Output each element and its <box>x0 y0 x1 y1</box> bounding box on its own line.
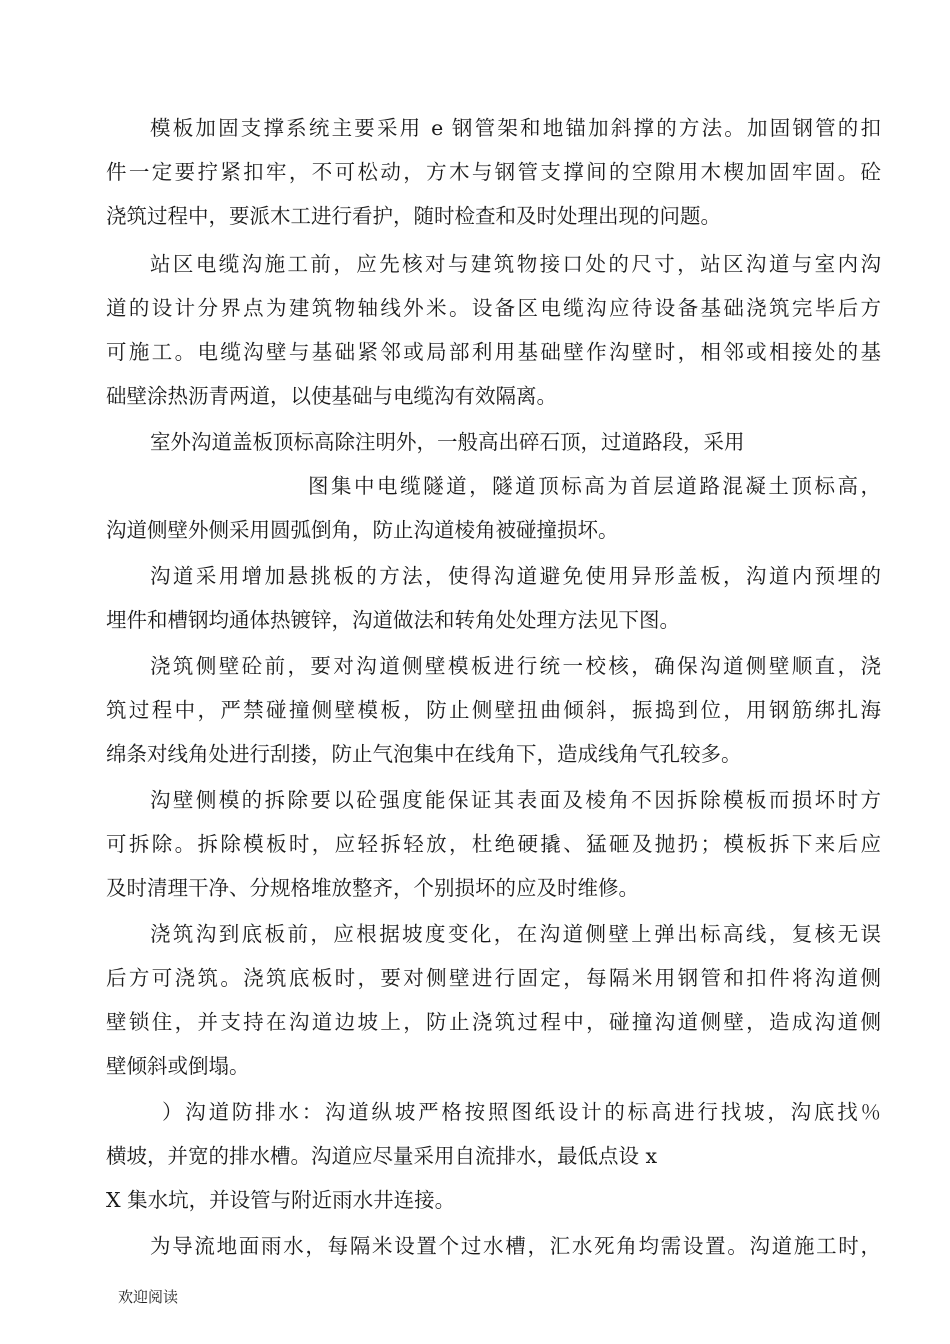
paragraph-line: 图集中电缆隧道，隧道顶标高为首层道路混凝土顶标高， <box>308 474 881 498</box>
paragraph-line: 可施工。电缆沟壁与基础紧邻或局部利用基础壁作沟壁时，相邻或相接处的基 <box>106 340 881 364</box>
footer-note: 欢迎阅读 <box>118 1288 179 1306</box>
paragraph-line: 横坡，并宽的排水槽。沟道应尽量采用自流排水，最低点设 x <box>106 1144 658 1168</box>
paragraph-line: 件一定要拧紧扣牢，不可松动，方木与钢管支撑间的空隙用木楔加固牢固。砼 <box>106 160 881 184</box>
paragraph-line: 础壁涂热沥青两道，以使基础与电缆沟有效隔离。 <box>106 384 557 408</box>
paragraph-line: ）沟道防排水：沟道纵坡严格按照图纸设计的标高进行找坡，沟底找％ <box>162 1100 881 1124</box>
paragraph-line: 筑过程中，严禁碰撞侧壁模板，防止侧壁扭曲倾斜，振捣到位，用钢筋绑扎海 <box>106 698 881 722</box>
paragraph-line: 模板加固支撑系统主要采用 e 钢管架和地锚加斜撑的方法。加固钢管的扣 <box>150 116 881 140</box>
paragraph-line: 道的设计分界点为建筑物轴线外米。设备区电缆沟应待设备基础浇筑完毕后方 <box>106 296 881 320</box>
paragraph-line: 为导流地面雨水，每隔米设置个过水槽，汇水死角均需设置。沟道施工时， <box>150 1234 881 1258</box>
paragraph-line: 浇筑沟到底板前，应根据坡度变化，在沟道侧壁上弹出标高线，复核无误 <box>150 922 881 946</box>
paragraph-line: 浇筑侧壁砼前，要对沟道侧壁模板进行统一校核，确保沟道侧壁顺直，浇 <box>150 654 881 678</box>
paragraph-line: 及时清理干净、分规格堆放整齐，个别损坏的应及时维修。 <box>106 876 639 900</box>
paragraph-line: 沟道侧壁外侧采用圆弧倒角，防止沟道棱角被碰撞损坏。 <box>106 518 619 542</box>
paragraph-line: 壁锁住，并支持在沟道边坡上，防止浇筑过程中，碰撞沟道侧壁，造成沟道侧 <box>106 1010 881 1034</box>
paragraph-line: 后方可浇筑。浇筑底板时，要对侧壁进行固定，每隔米用钢管和扣件将沟道侧 <box>106 966 881 990</box>
paragraph-line: 壁倾斜或倒塌。 <box>106 1054 250 1078</box>
paragraph-line: 沟壁侧模的拆除要以砼强度能保证其表面及棱角不因拆除模板而损坏时方 <box>150 788 881 812</box>
paragraph-line: 埋件和槽钢均通体热镀锌，沟道做法和转角处处理方法见下图。 <box>106 608 680 632</box>
paragraph-line: 沟道采用增加悬挑板的方法，使得沟道避免使用异形盖板，沟道内预埋的 <box>150 564 881 588</box>
paragraph-line: 室外沟道盖板顶标高除注明外，一般高出碎石顶，过道路段，采用 <box>150 430 745 454</box>
paragraph-line: 可拆除。拆除模板时，应轻拆轻放，杜绝硬撬、猛砸及抛扔；模板拆下来后应 <box>106 832 881 856</box>
paragraph-line: 站区电缆沟施工前，应先核对与建筑物接口处的尺寸，站区沟道与室内沟 <box>150 252 881 276</box>
paragraph-line: 绵条对线角处进行刮搂，防止气泡集中在线角下，造成线角气孔较多。 <box>106 742 742 766</box>
paragraph-line: X 集水坑，并设管与附近雨水井连接。 <box>106 1188 456 1212</box>
paragraph-line: 浇筑过程中，要派木工进行看护，随时检查和及时处理出现的问题。 <box>106 204 721 228</box>
